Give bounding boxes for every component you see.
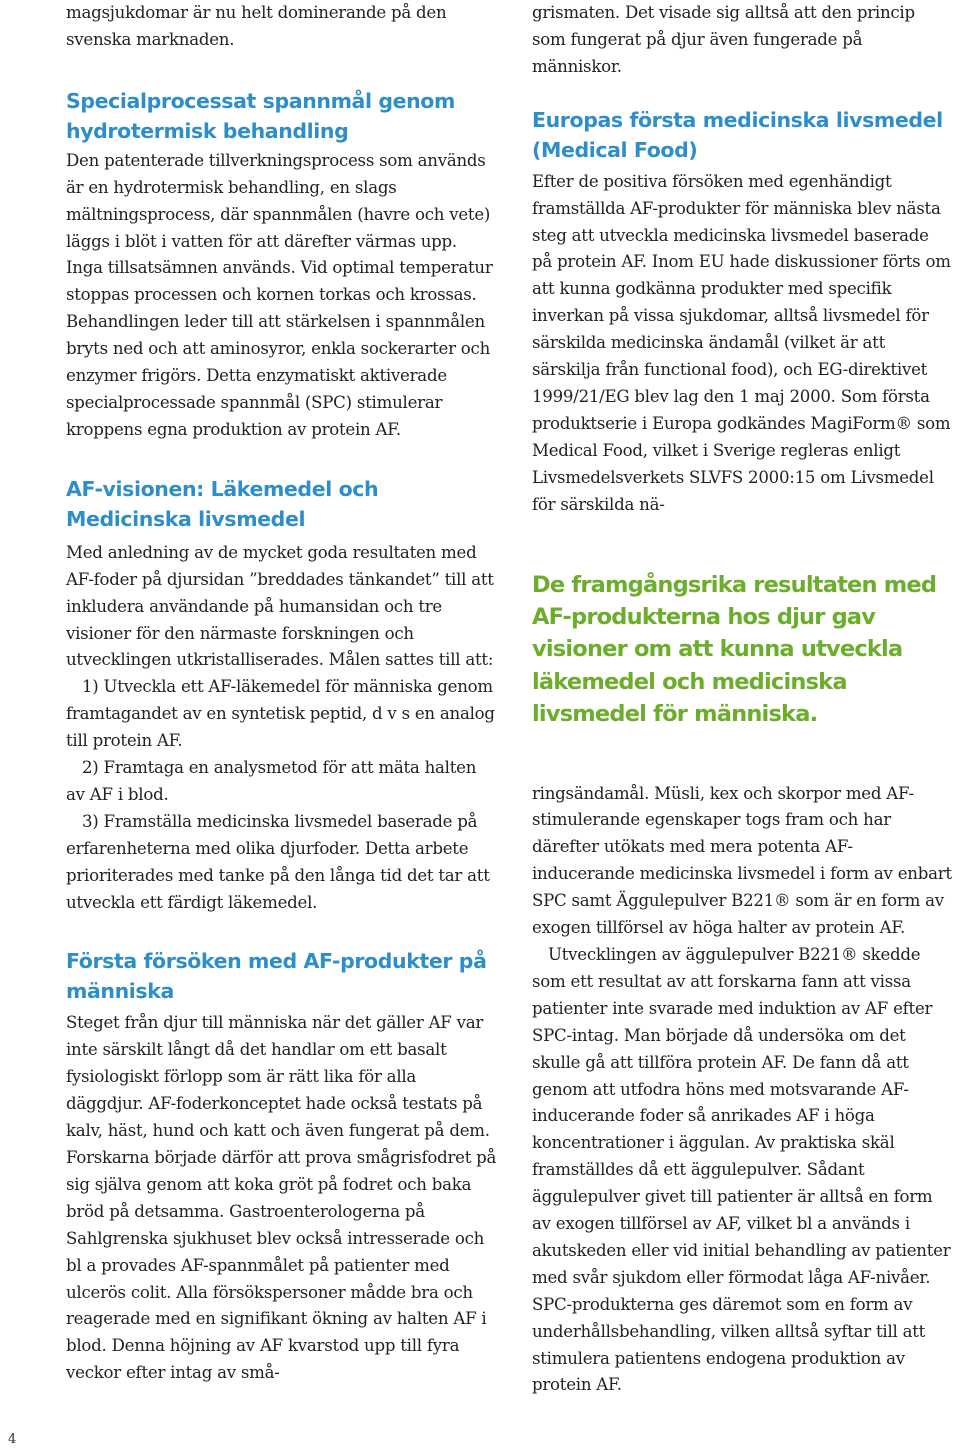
section-body-specialprocessat: Den patenterade tillverkningsprocess som används är en hydrotermisk behandling, en slags mältningsprocess, där spannmålen (havre och vete) läggs i blöt i vatten för att därefter värmas upp. Inga tillsatsämnen används. Vid optimal temperatur stoppas processen och kornen torkas och krossas. Behandlingen leder till att stärkelsen i spannmålen bryts ned och att aminosyror, enkla sockerarter och enzymer frigörs. Detta enzymatiskt aktiverade specialprocessade spannmål (SPC) stimulerar kroppens egna produktion av protein AF. xyxy=(66,150,493,439)
page-number: 4 xyxy=(8,1432,17,1447)
right-column xyxy=(532,0,952,1399)
section-heading-europas-forsta: Europas första medicinska livsmedel (Medical Food) xyxy=(532,107,943,162)
intro-continuation: magsjukdomar är nu helt dominerande på den svenska marknaden. xyxy=(66,3,447,49)
right-continuation: grismaten. Det visade sig alltså att den princip som fungerat på djur även fungerade på människor. xyxy=(532,3,915,76)
goal-item-1: 1) Utveckla ett AF-läkemedel för människa genom framtagandet av en syntetisk peptid, d v s en analog till protein AF. xyxy=(66,677,495,751)
left-column xyxy=(66,0,498,1387)
section-heading-forsta-forsoken: Första försöken med AF-produkter på människa xyxy=(66,949,487,1004)
body-paragraph-ringsandamal: ringsändamål. Müsli, kex och skorpor med AF-stimulerande egenskaper togs fram och har därefter utökats med mera potenta AF-inducerande medicinska livsmedel i form av enbart SPC samt Äggulepulver B221® som är en form av exogen tillförsel av höga halter av protein AF. xyxy=(532,783,952,938)
section-body-forsta-forsoken: Steget från djur till människa när det gäller AF var inte särskilt långt då det handlar om ett basalt fysiologiskt förlopp som är rätt lika för alla däggdjur. AF-foderkonceptet hade också testats på kalv, häst, hund och katt och även fungerat på dem. Forskarna började därför att prova smågrisfodret på sig själva genom att koka gröt på fodret och baka bröd på detsamma. Gastroenterologerna på Sahlgrenska sjukhuset blev också intresserade och bl a provades AF-spannmålet på patienter med ulcerös colit. Alla försökspersoner mådde bra och reagerade med en signifikant ökning av halten AF i blod. Denna höjning av AF kvarstod upp till fyra veckor efter intag av små- xyxy=(66,1013,497,1383)
section-heading-specialprocessat: Specialprocessat spannmål genom hydrotermisk behandling xyxy=(66,88,455,143)
goal-item-2: 2) Framtaga en analysmetod för att mäta halten av AF i blod. xyxy=(66,758,477,804)
pull-quote: De framgångsrika resultaten med AF-produkterna hos djur gav visioner om att kunna utveckla läkemedel och medicinska livsmedel för människa. xyxy=(532,571,937,728)
body-paragraph-utvecklingen: Utvecklingen av äggulepulver B221® skedde som ett resultat av att forskarna fann att vissa patienter inte svarade med induktion av AF efter SPC-intag. Man började då undersöka om det skulle gå att tillföra protein AF. De fann då att genom att utfodra höns med motsvarande AF-inducerande foder så anrikades AF i höga koncentrationer i äggulan. Av praktiska skäl framställdes då ett äggulepulver. Sådant äggulepulver givet till patienter är alltså en form av exogen tillförsel av AF, vilket bl a används i akutskeden eller vid initial behandling av patienter med svår sjukdom eller förmodat låga AF-nivåer. SPC-produkterna ges däremot som en form av underhållsbehandling, vilken alltså syftar till att stimulera patientens endogena produktion av protein AF. xyxy=(532,944,951,1395)
section-intro-af-visionen: Med anledning av de mycket goda resultaten med AF-foder på djursidan ”breddades tänkandet” till att inkludera användande på humansidan och tre visioner för den närmaste forskningen och utvecklingen utkristalliserades. Målen sattes till att: xyxy=(66,542,494,670)
goal-item-3: 3) Framställa medicinska livsmedel baserade på erfarenheterna med olika djurfoder. Detta arbete prioriterades med tanke på den långa tid det tar att utveckla ett färdigt läkemedel. xyxy=(66,811,490,912)
section-heading-af-visionen: AF-visionen: Läkemedel och Medicinska livsmedel xyxy=(66,476,379,531)
section-body-europas-forsta: Efter de positiva försöken med egenhändigt framställda AF-produkter för människa blev nästa steg att utveckla medicinska livsmedel baserade på protein AF. Inom EU hade diskussioner förts om att kunna godkänna produkter med specifik inverkan på vissa sjukdomar, alltså livsmedel för särskilda medicinska ändamål (vilket är att särskilja från functional food), och EG-direktivet 1999/21/EG blev lag den 1 maj 2000. Som första produktserie i Europa godkändes MagiForm® som Medical Food, vilket i Sverige regleras enligt Livsmedelsverkets SLVFS 2000:15 om Livsmedel för särskilda nä- xyxy=(532,171,951,514)
